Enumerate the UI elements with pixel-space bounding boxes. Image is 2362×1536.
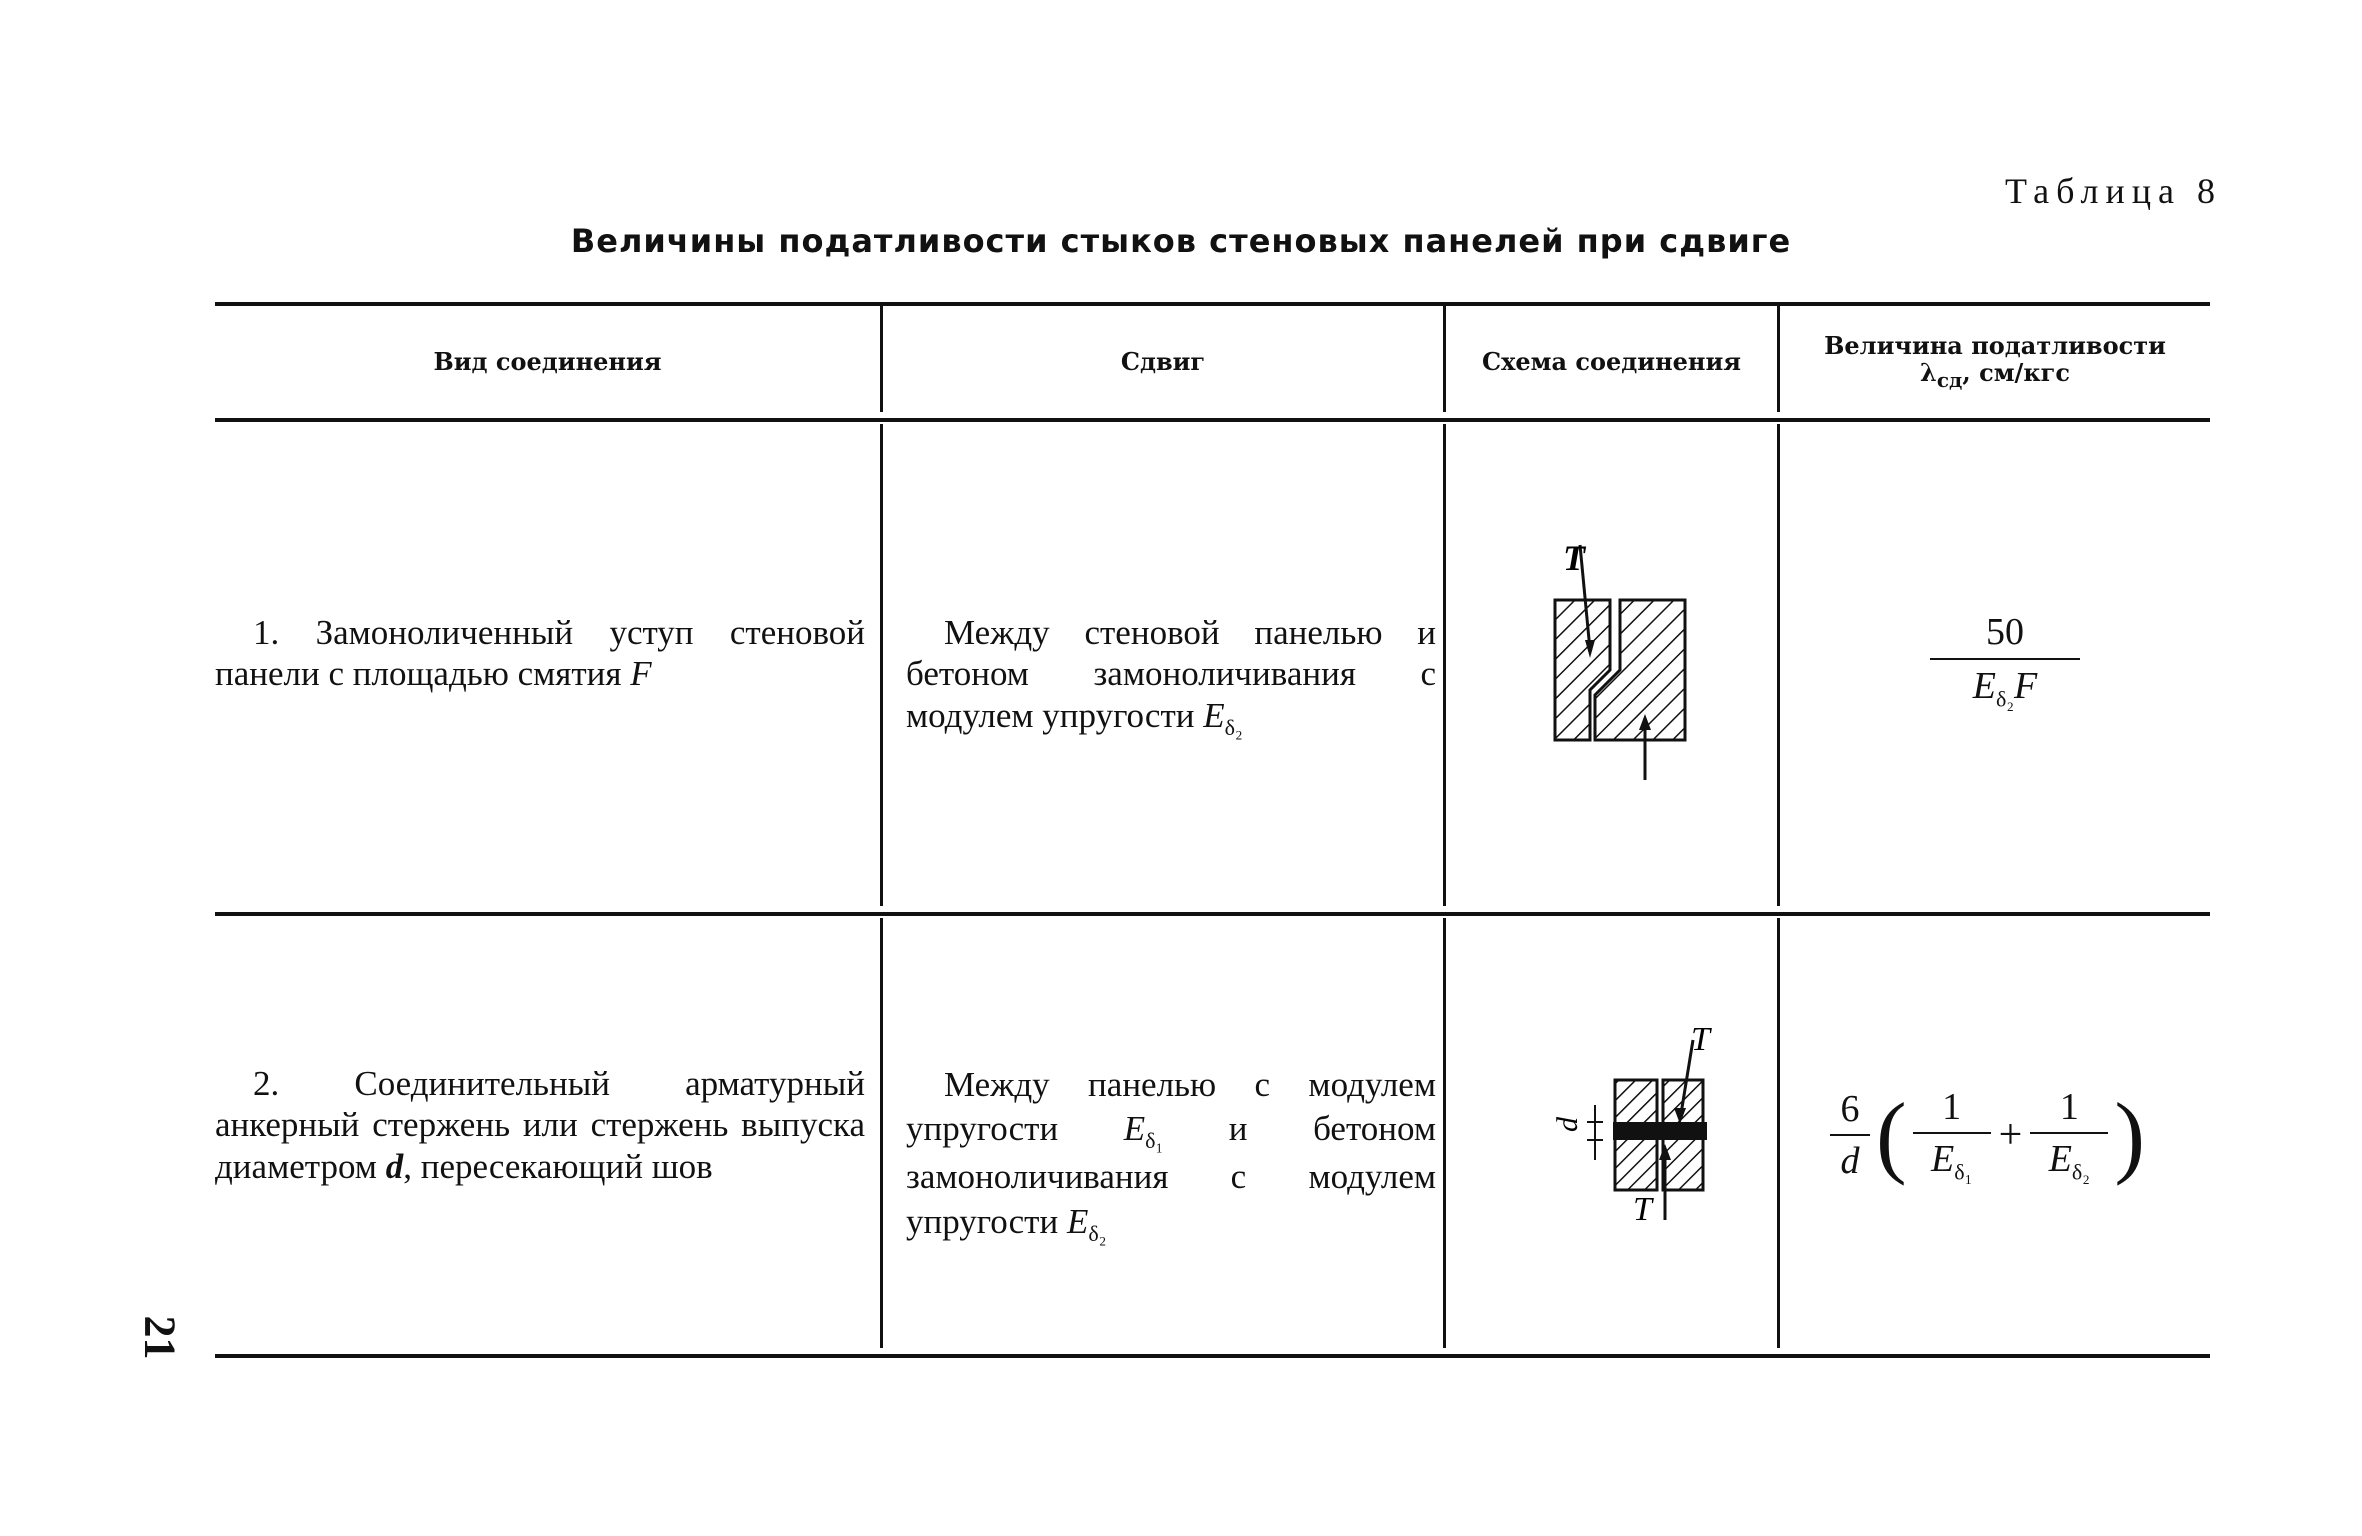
col-divider-2-row1	[1443, 424, 1446, 906]
row1-denominator	[1930, 664, 2080, 713]
header-shear: Сдвиг	[1120, 346, 1206, 376]
row2-shear-var2: E	[1066, 1201, 1089, 1241]
row2-frac-a	[1913, 1085, 1991, 1186]
row1-compliance-formula	[1930, 610, 2080, 713]
row2-shear	[906, 1063, 1436, 1248]
header-joint-type: Вид соединения	[433, 346, 662, 376]
row2-diagram-label-bottom: T	[1633, 1191, 1652, 1228]
table-label: Таблица 8	[2005, 171, 2222, 211]
row2-diagram-label-d: d	[1551, 1117, 1584, 1132]
row1-joint-var: F	[630, 654, 652, 694]
row1-joint-type	[215, 612, 865, 695]
row2-frac-b	[2030, 1085, 2108, 1186]
row1-joint-diagram	[1535, 540, 1725, 790]
row1-shear	[906, 612, 1436, 741]
row2-frac-b-var: E	[2048, 1137, 2072, 1180]
row2-shear-text-b: и бетоном замоноличивания с модулем упругости	[906, 1109, 1436, 1241]
units: , см/кгс	[1962, 357, 2070, 387]
row1-shear-var: E	[1203, 695, 1225, 735]
plus-sign: +	[1998, 1112, 2023, 1158]
page-number: 21	[135, 1315, 185, 1360]
row2-compliance-formula	[1830, 1075, 2190, 1195]
table-bottom-rule	[215, 1354, 2210, 1358]
row2-frac-a-num: 1	[1942, 1085, 1962, 1128]
row2-coef-den: d	[1840, 1140, 1860, 1182]
row2-shear-var1: E	[1123, 1109, 1146, 1149]
lambda-symbol: λ	[1920, 357, 1937, 387]
row2-shear-sub2: δ₂	[1088, 1220, 1107, 1246]
col-divider-1-row2	[880, 918, 883, 1348]
row2-frac-a-den	[1913, 1137, 1991, 1186]
row-separator-rule	[215, 912, 2210, 916]
row2-coef-num: 6	[1840, 1088, 1860, 1130]
row1-den-sub: δ₂	[1995, 686, 2015, 712]
row2-frac-b-num: 1	[2059, 1085, 2079, 1128]
row1-shear-sub: δ₂	[1224, 714, 1243, 740]
row2-joint-tail: , пересекающий шов	[403, 1146, 713, 1186]
row2-diagram-label-top: T	[1691, 1021, 1710, 1058]
row1-den-var2: F	[2014, 665, 2038, 707]
row1-shear-text: Между стеновой панелью и бетоном замоноличивания с модулем упругости	[906, 613, 1436, 735]
row1-numerator: 50	[1986, 611, 2024, 653]
header-compliance-line2	[1920, 357, 2070, 392]
header-bottom-rule	[215, 418, 2210, 422]
left-paren: (	[1876, 1084, 1907, 1186]
right-paren: )	[2114, 1084, 2145, 1186]
row2-coef	[1830, 1087, 1870, 1183]
row1-diagram-label: T	[1563, 540, 1585, 578]
header-compliance	[1780, 306, 2210, 418]
row1-den-var: E	[1972, 665, 1996, 707]
table-title: Величины податливости стыков стеновых панелей при сдвиге	[570, 222, 1792, 260]
header-scheme: Схема соединения	[1481, 346, 1742, 376]
col-divider-2-row2	[1443, 918, 1446, 1348]
row2-frac-a-var: E	[1931, 1137, 1955, 1180]
row1-joint-text: 1. Замоноличенный уступ стеновой панели с площадью смятия	[215, 613, 865, 694]
row2-frac-b-sub: δ₂	[2071, 1159, 2090, 1185]
header-compliance-line1: Величина податливости	[1824, 331, 2166, 361]
row2-shear-text-a: Между панелью с модулем упругости	[906, 1065, 1436, 1149]
lambda-sub: сд	[1936, 367, 1963, 392]
row2-joint-diagram	[1525, 1020, 1725, 1230]
row2-joint-var: d	[385, 1146, 404, 1186]
row2-joint-type	[215, 1063, 865, 1187]
row2-joint-text: 2. Соединительный арматурный анкерный стержень или стержень выпуска диаметром	[215, 1064, 865, 1186]
col-divider-3-row1	[1777, 424, 1780, 906]
row2-frac-a-sub: δ₁	[1954, 1159, 1973, 1185]
col-divider-1-row1	[880, 424, 883, 906]
row2-shear-sub1: δ₁	[1145, 1128, 1164, 1154]
col-divider-3-row2	[1777, 918, 1780, 1348]
row2-frac-b-den	[2030, 1137, 2108, 1186]
